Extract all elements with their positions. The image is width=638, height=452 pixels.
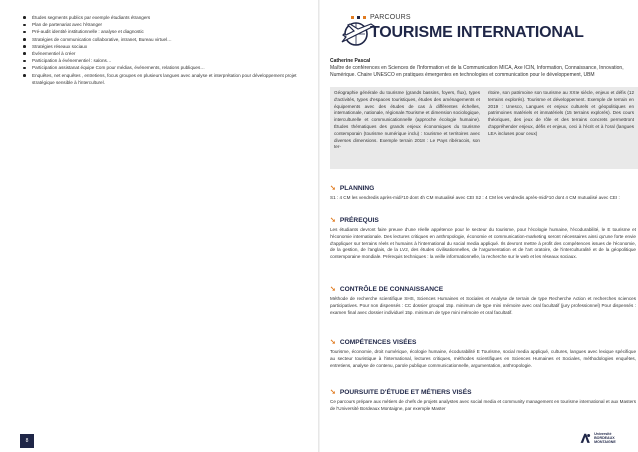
- intro-column-2: ritoire, son patrimoine son tourisme au XXIe siècle, enjeux et défis (12 terrains explorés). Tourisme et développement. Exemple de terrain en 2019 : Unesco, Langues et enjeux culturels et géopolitiques en patrimoines matériels et immatériels (15 terrains explorés). Des cours théoriques, des jeux de rôle et des terrains concrets permettront d'appréhender enjeux, défis et enjeux, ceci à l'écrit et à l'oral (langues LEA incluses pour ceux): [488, 90, 634, 136]
- section-planning: [330, 184, 636, 202]
- university-mark-icon: [580, 429, 591, 447]
- page-title: TOURISME INTERNATIONAL: [370, 24, 584, 41]
- list-item: Stratégies réseaux sociaux: [22, 43, 302, 50]
- section-title: PLANNING: [339, 185, 375, 192]
- left-page: [0, 0, 318, 452]
- section-controle: [330, 285, 636, 316]
- arrow-icon: ➘: [330, 286, 336, 293]
- arrow-icon: ➘: [330, 389, 336, 396]
- university-name: Université BORDEAUX MONTAIGNE: [594, 431, 616, 445]
- section-body: Tourisme, économie, droit numérique, écologie humaine, écodurabilité E Tourisme, social media appliqué, cultures, langues avec lexique spécifique au secteur touristique à l'international, lectures critiques, méthodes scientifiques en Sciences Humaines et Sociales, méthodologies enquêtes, entretiens, analyse de contenu, parole publique communicationnelle, argumentation, anthropologie.: [330, 349, 636, 368]
- university-logo: [580, 428, 632, 448]
- list-item: Plan de partenariat avec l'étranger: [22, 21, 302, 28]
- kicker-label: PARCOURS: [370, 14, 411, 21]
- bullet-list: [22, 14, 302, 86]
- list-item: Études segments publics par exemple étudiants étrangers: [22, 14, 302, 21]
- section-body: Ce parcours prépare aux métiers de chefs de projets analystes avec social media et community management en tourisme international et aux Masters de l'Université Bordeaux Montaigne, par exemple Master: [330, 399, 636, 411]
- responsable-description: Maître de conférences en Sciences de l'Information et de la Communication MICA, Axe ICIN, Information, Connaissance, Innovation, Numérique. Chaire UNESCO en pratiques émergentes en technologies et communication pour le développement, UBM: [330, 65, 624, 79]
- list-item: Stratégies de communication collaborative, intranet, Bureau virtuel…: [22, 36, 302, 43]
- arrow-icon: ➘: [330, 339, 336, 346]
- section-prerequis: [330, 216, 636, 261]
- section-title: PRÉREQUIS: [339, 217, 379, 224]
- intro-column-1: Géographie générale du tourisme (grands bassins, foyers, flux), types d'activités, types d'espaces touristiques, études des aménagements et équipements avec des études de cas à différentes échelles, internationale, nationale, régionale.Tourisme et dimension sociologique, interculturelle et communicationnelle (approche écologie humaine). Études thématiques des grands enjeux économiques du tourisme contemporain (tourisme numérique inclu) : tourisme et territoires avec diverses dimensions. Exemple terrain 2018 : Le Pays ribéracois, son ter-: [334, 90, 480, 150]
- list-item: Participation à événementiel : salons…: [22, 57, 302, 64]
- section-body: S1 : 4 CM les vendredis après-midi*10 dont 4h CM mutualisé avec CEI S2 : 4 CM les vendredis après-midi*10 dont 4 CM mutualisé avec CEI :: [330, 195, 620, 200]
- responsable-block: [330, 58, 636, 80]
- arrow-icon: ➘: [330, 217, 336, 224]
- list-item: Participation assistanat équipe Com pour médias, événements, relations publiques…: [22, 64, 302, 71]
- list-item: Pré-audit identité institutionnelle : analyse et diagnostic: [22, 28, 302, 35]
- intro-box: [330, 87, 638, 169]
- section-title: COMPÉTENCES VISÉES: [339, 339, 417, 346]
- page-number: 8: [20, 434, 34, 448]
- list-item: Enquêtes, net enquêtes , entretiens, focus groupes en plusieurs langues avec analyse et interprétation pour développement projet stratégique sensible à l'interculturel.: [22, 72, 302, 86]
- section-title: POURSUITE D'ÉTUDE ET MÉTIERS VISÉS: [339, 389, 472, 396]
- responsable-name: Catherine Pascal: [330, 58, 371, 64]
- arrow-icon: ➘: [330, 185, 336, 192]
- section-poursuite: [330, 388, 636, 413]
- list-item: Événementiel à créer: [22, 50, 302, 57]
- section-competences: [330, 338, 636, 369]
- right-page: [320, 0, 638, 452]
- section-body: Méthode de recherche scientifique SHS, Sciences Humaines et Sociales et Analyse de terrain de type Recherche Action et recherches sciences participatives. Pour non dispensés : CC dossier groupal 15p. minimum de type mini mémoire avec oral facultatif (jury professionnel) Pour dispensés : examen final avec dossier individuel 15p. minimum de type mini mémoire et oral facultatif.: [330, 296, 636, 315]
- section-title: CONTRÔLE DE CONNAISSANCE: [339, 286, 444, 293]
- section-body: Les étudiants devront faire preuve d'une réelle appétence pour le secteur du tourisme, pour l'écologie humaine, l'écodurabilité, le E tourisme et l'économie internationale. Des lectures critiques en anthropologie, économie et communication-marketing seront nécessaires ainsi qu'une forte envie d'appliquer sur terrains réels et humains à l'international du social media appliqué. Ils devront mettre à profit des compétences issues de l'économie, de la gestion, de l'anglais, de la LV2, des études civilisationnelles, de l'argumentation et de l'art oratoire, de l'interculturalité et de la géopolitique contemporaine mondiale. Prérequis techniques : la veille informationnelle, la recherche sur le web et les réseaux sociaux.: [330, 227, 636, 260]
